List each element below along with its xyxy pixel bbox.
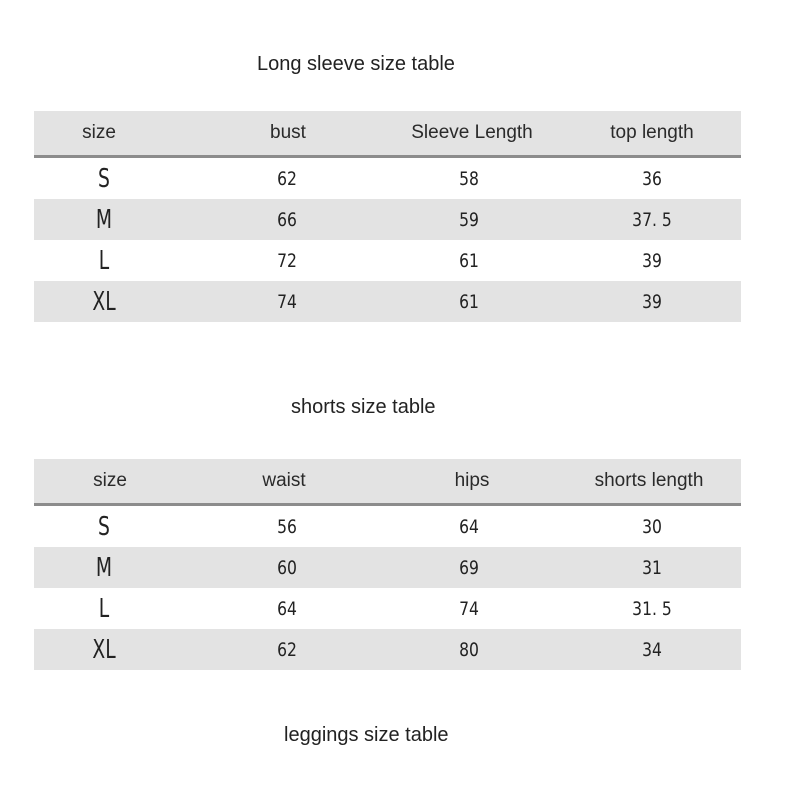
shorts-length-cell: 31. 5 [632, 597, 672, 620]
table-row [34, 588, 741, 629]
table-row [34, 158, 741, 199]
top-length-cell: 36 [642, 167, 662, 190]
header-waist: waist [262, 470, 306, 491]
hips-cell: 74 [459, 597, 479, 620]
size-cell: L [98, 593, 110, 624]
bust-cell: 72 [277, 249, 297, 272]
hips-cell: 69 [459, 556, 479, 579]
table-row [34, 199, 741, 240]
top-length-cell: 39 [642, 249, 662, 272]
long-sleeve-title: Long sleeve size table [257, 53, 455, 75]
shorts-table [34, 459, 741, 670]
table-header [34, 459, 741, 503]
sleeve-length-cell: 58 [459, 167, 479, 190]
header-top-length: top length [610, 122, 694, 143]
hips-cell: 64 [459, 515, 479, 538]
size-cell: XL [92, 634, 116, 665]
top-length-cell: 37. 5 [632, 208, 672, 231]
size-cell: XL [92, 286, 116, 317]
waist-cell: 64 [277, 597, 297, 620]
table-row [34, 281, 741, 322]
table-row [34, 240, 741, 281]
size-cell: L [98, 245, 110, 276]
long-sleeve-table [34, 111, 741, 322]
sleeve-length-cell: 59 [459, 208, 479, 231]
bust-cell: 74 [277, 290, 297, 313]
sleeve-length-cell: 61 [459, 290, 479, 313]
table-header [34, 111, 741, 155]
header-shorts-length: shorts length [594, 470, 704, 491]
waist-cell: 56 [277, 515, 297, 538]
shorts-title: shorts size table [291, 396, 436, 418]
shorts-length-cell: 31 [642, 556, 662, 579]
top-length-cell: 39 [642, 290, 662, 313]
size-cell: M [95, 552, 113, 583]
header-size: size [82, 122, 116, 143]
table-row [34, 506, 741, 547]
sleeve-length-cell: 61 [459, 249, 479, 272]
size-cell: S [98, 511, 110, 542]
shorts-length-cell: 30 [642, 515, 662, 538]
header-bust: bust [270, 122, 306, 143]
waist-cell: 60 [277, 556, 297, 579]
bust-cell: 66 [277, 208, 297, 231]
leggings-title: leggings size table [284, 724, 449, 746]
table-row [34, 629, 741, 670]
waist-cell: 62 [277, 638, 297, 661]
header-sleeve-length: Sleeve Length [411, 122, 533, 143]
header-size: size [93, 470, 127, 491]
table-row [34, 547, 741, 588]
hips-cell: 80 [459, 638, 479, 661]
size-cell: S [98, 163, 110, 194]
shorts-length-cell: 34 [642, 638, 662, 661]
header-hips: hips [454, 470, 490, 491]
bust-cell: 62 [277, 167, 297, 190]
size-cell: M [95, 204, 113, 235]
